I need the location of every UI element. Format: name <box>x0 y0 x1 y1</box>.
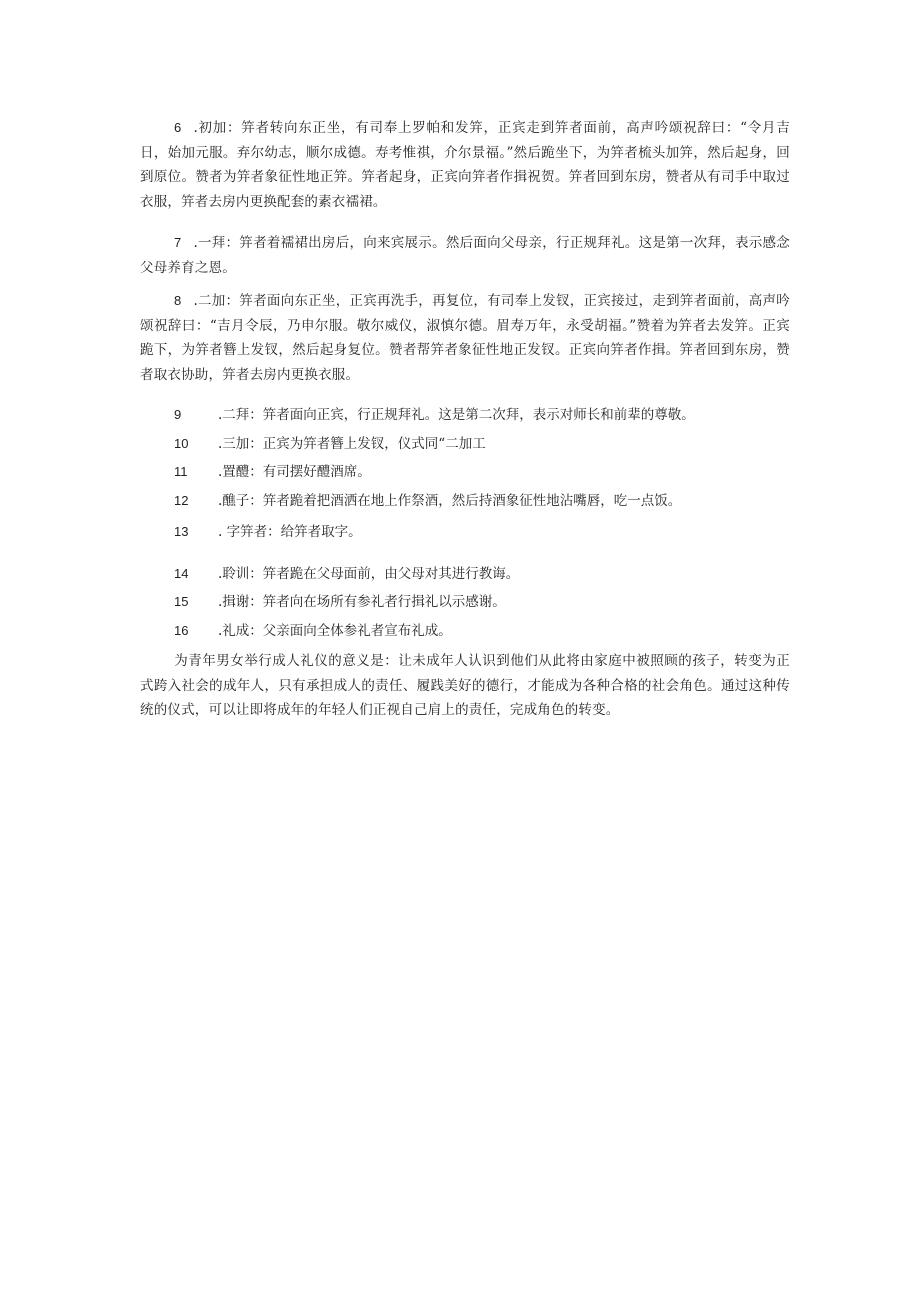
step-number: 10 <box>174 436 189 451</box>
step-16 <box>174 619 790 644</box>
step-number: 13 <box>174 524 189 539</box>
step-11 <box>174 460 790 485</box>
step-number: 6 <box>174 120 182 135</box>
step-number: 14 <box>174 566 189 581</box>
step-text: .三加：正宾为笄者簪上发钗，仪式同“二加工 <box>218 436 486 452</box>
step-text: .聆训：笄者跪在父母面前，由父母对其进行教诲。 <box>218 566 520 582</box>
step-15 <box>174 590 790 615</box>
step-10 <box>174 432 790 457</box>
step-12 <box>174 489 790 514</box>
step-7-paragraph <box>140 231 790 280</box>
step-number: 15 <box>174 594 189 609</box>
step-text: .初加：笄者转向东正坐，有司奉上罗帕和发笄，正宾走到笄者面前，高声吟颂祝辞曰：“令月吉日，始加元服。弃尔幼志，顺尔成德。寿考惟祺，介尔景福。”然后跪坐下，为笄者梳头加笄，然后起身，回到原位。赞者为笄者象征性地正笄。笄者起身，正宾向笄者作揖祝贺。笄者回到东房，赞者从有司手中取过衣服，笄者去房内更换配套的素衣襦裙。 <box>140 120 790 210</box>
step-8-paragraph <box>140 289 790 387</box>
step-number: 8 <box>174 293 182 308</box>
conclusion-text: 为青年男女举行成人礼仪的意义是：让未成年人认识到他们从此将由家庭中被照顾的孩子，转变为正式跨入社会的成年人，只有承担成人的责任、履践美好的德行，才能成为各种合格的社会角色。通过这种传统的仪式，可以让即将成年的年轻人们正视自己肩上的责任，完成角色的转变。 <box>140 653 790 718</box>
step-14 <box>174 562 790 587</box>
step-text: .二加：笄者面向东正坐，正宾再洗手，再复位，有司奉上发钗，正宾接过，走到笄者面前，高声吟颂祝辞曰：“吉月令辰，乃申尔服。敬尔威仪，淑慎尔德。眉寿万年，永受胡福。”赞着为笄者去发笄。正宾跪下，为笄者簪上发钗，然后起身复位。赞者帮笄者象征性地正发钗。正宾向笄者作揖。笄者回到东房，赞者取衣协助，笄者去房内更换衣服。 <box>140 293 790 383</box>
step-number: 12 <box>174 493 189 508</box>
step-number: 16 <box>174 623 189 638</box>
step-text: .二拜：笄者面向正宾，行正规拜礼。这是第二次拜，表示对师长和前辈的尊敬。 <box>218 407 695 423</box>
step-13 <box>174 520 790 545</box>
step-number: 11 <box>174 464 188 479</box>
step-text: . 字笄者：给笄者取字。 <box>218 524 362 540</box>
step-text: .揖谢：笄者向在场所有参礼者行揖礼以示感谢。 <box>218 594 506 610</box>
step-9 <box>174 403 790 428</box>
step-6-paragraph <box>140 116 790 214</box>
step-text: .一拜：笄者着襦裙出房后，向来宾展示。然后面向父母亲，行正规拜礼。这是第一次拜，表示感念父母养育之恩。 <box>140 235 790 276</box>
step-text: .醮子：笄者跪着把酒洒在地上作祭酒，然后持酒象征性地沾嘴唇，吃一点饭。 <box>218 493 682 509</box>
step-text: .置醴：有司摆好醴酒席。 <box>218 464 371 480</box>
conclusion-paragraph <box>140 649 790 723</box>
step-number: 7 <box>174 235 182 250</box>
step-number: 9 <box>174 407 182 422</box>
step-text: .礼成：父亲面向全体参礼者宣布礼成。 <box>218 623 452 639</box>
